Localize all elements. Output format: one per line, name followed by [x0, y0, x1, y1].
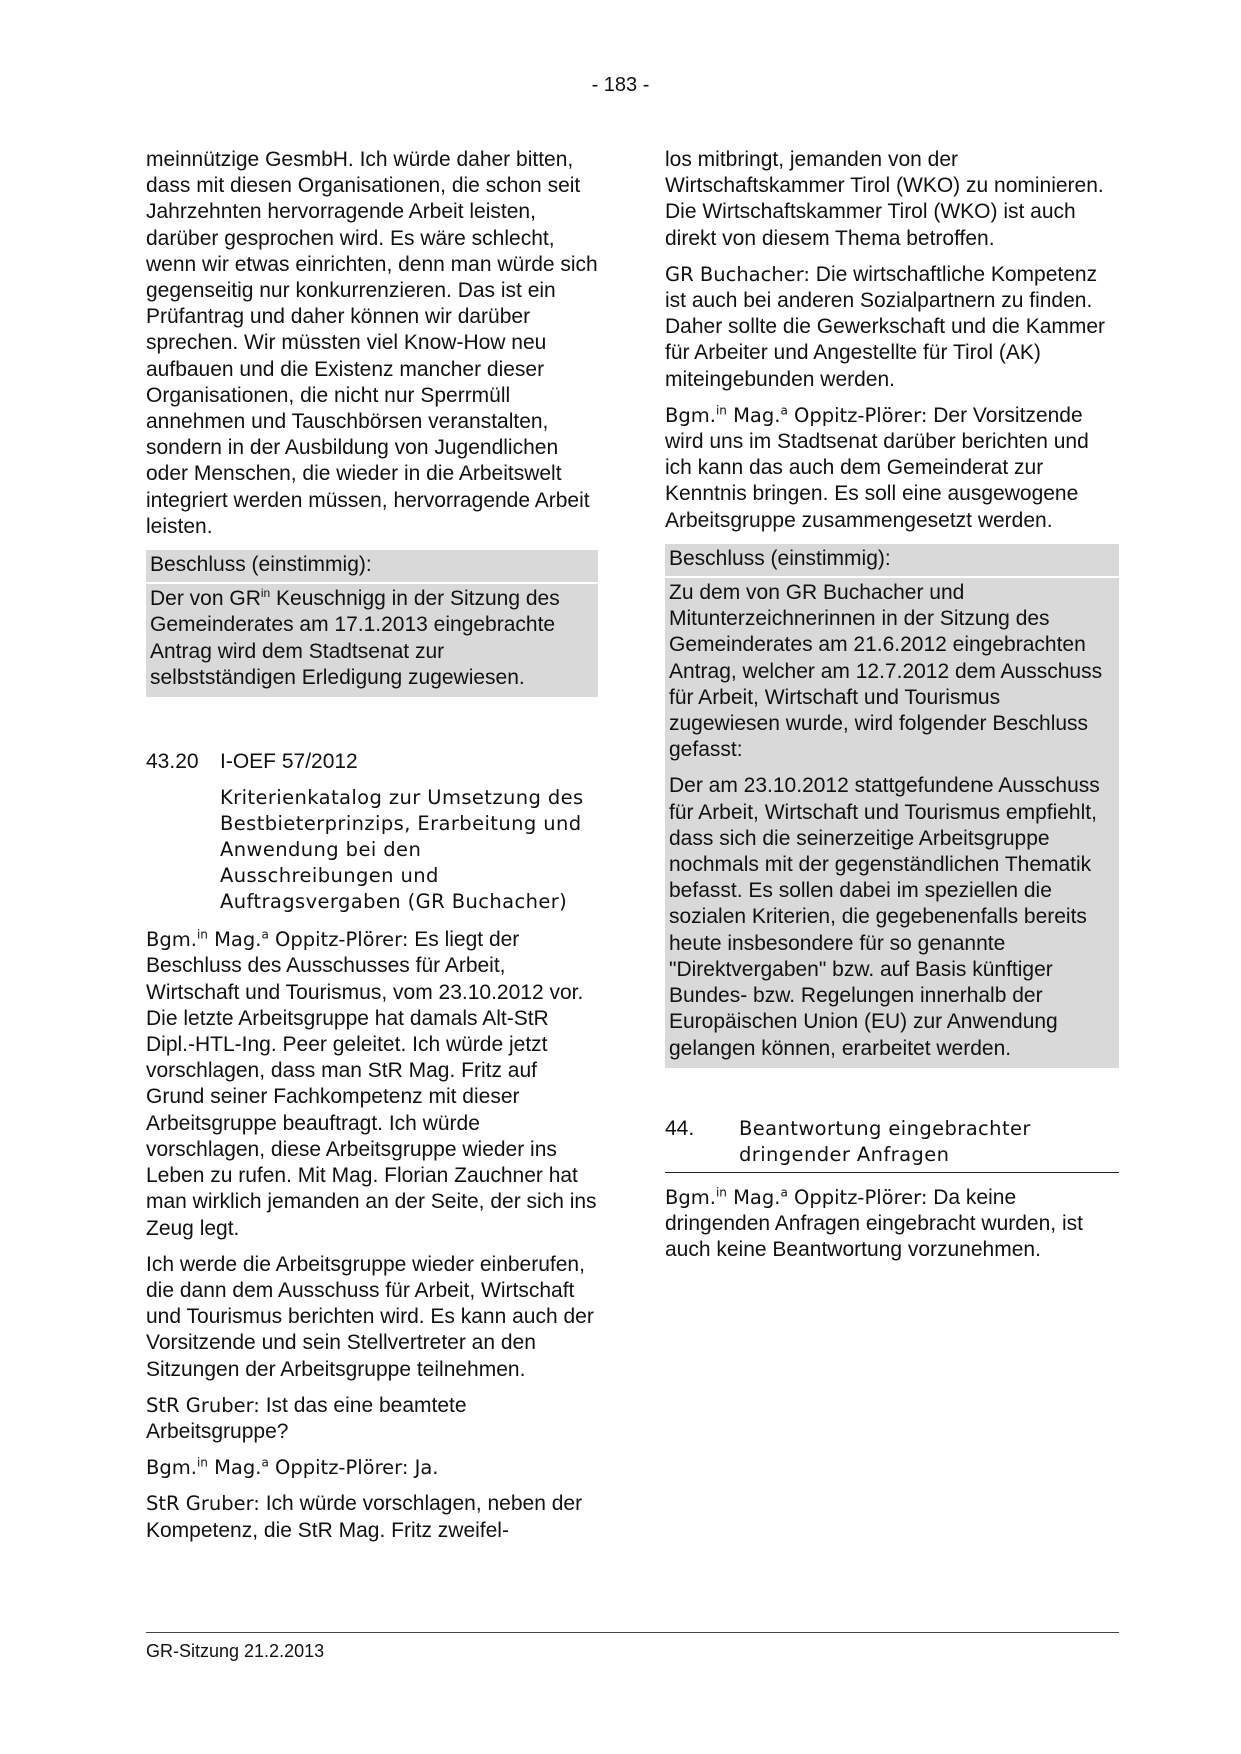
speaker: Bgm.$^{in}$ Mag.$^a$ Oppitz-Plörer: [146, 927, 409, 952]
item-title: Kriterienkatalog zur Umsetzung des Bestbieterprinzips, Erarbeitung und Anwendung bei den Ausschreibungen und Auftragsvergaben (GR Buchacher) [220, 786, 584, 914]
paragraph: meinnützige GesmbH. Ich würde daher bitten, dass mit diesen Organisationen, die schon seit Jahrzehnten hervorragende Arbeit leisten, darüber gesprochen wird. Es wäre schlecht, wenn wir etwas einrichten, denn man würde sich gegenseitig nur konkurrenzieren. Das ist ein Prüfantrag und daher können wir darüber sprechen. Wir müssten viel Know-How neu aufbauen und die Existenz mancher dieser Organisationen, die nicht nur Sperrmüll annehmen und Tauschbörsen veranstalten, sondern in der Ausbildung von Jugendlichen oder Menschen, die wieder in die Arbeitswelt integriert werden müssen, hervorragende Arbeit leisten. [146, 148, 598, 538]
item-title: Beantwortung eingebrachter dringender Anfragen [739, 1116, 1031, 1166]
paragraph: Ich werde die Arbeitsgruppe wieder einberufen, die dann dem Ausschuss für Arbeit, Wirtschaft und Tourismus berichten wird. Es kann auch der Vorsitzende und sein Stellvertreter an den Sitzungen der Arbeitsgruppe teilnehmen. [146, 1252, 594, 1381]
left-column [146, 147, 598, 1554]
item-reference: I-OEF 57/2012 [220, 750, 358, 774]
paragraph: StR Gruber: Ich würde vorschlagen, neben der Kompetenz, die StR Mag. Fritz zweifel- [146, 1492, 583, 1542]
decision-text: Der von $GR^{in}$ Keuschnigg in der Sitzung des Gemeinderates am 17.1.2013 eingebrachte Antrag wird dem Stadtsenat zur selbstständigen Erledigung zugewiesen. [150, 586, 560, 689]
decision-heading: Beschluss (einstimmig): [146, 550, 598, 582]
agenda-item-43-20 [146, 749, 598, 915]
decision-text: Zu dem von GR Buchacher und Mitunterzeichnerinnen in der Sitzung des Gemeinderates am 21.6.2012 eingebrachten Antrag, welcher am 12.7.2012 dem Ausschuss für Arbeit, Wirtschaft und Tourismus zugewiesen wurde, wird folgender Beschluss gefasst: [669, 581, 1103, 762]
paragraph: Bgm.$^{in}$ Mag.$^a$ Oppitz-Plörer: Ja. [146, 1455, 439, 1480]
item-number: 43.20 [146, 750, 199, 774]
item-number: 44. [665, 1116, 695, 1140]
paragraph: Bgm.$^{in}$ Mag.$^a$ Oppitz-Plörer: Der Vorsitzende wird uns im Stadtsenat darüber berichten und ich kann das auch dem Gemeinderat zur Kenntnis bringen. Es soll eine ausgewogene Arbeitsgruppe zusammengesetzt werden. [665, 403, 1089, 532]
speaker: Bgm.$^{in}$ Mag.$^a$ Oppitz-Plörer: [665, 403, 928, 427]
agenda-item-44 [665, 1116, 1119, 1173]
speaker: Bgm.$^{in}$ Mag.$^a$ Oppitz-Plörer: [146, 1455, 409, 1480]
decision-heading: Beschluss (einstimmig): [665, 544, 1119, 576]
footer-divider [146, 1632, 1119, 1633]
decision-text: Der am 23.10.2012 stattgefundene Ausschuss für Arbeit, Wirtschaft und Tourismus empfiehlt, dass sich die seinerzeitige Arbeitsgruppe nochmals mit der gegenständlichen Thematik befasst. Es sollen dabei im speziellen die sozialen Kriterien, die gegebenenfalls bereits heute insbesondere für so genannte "Direktvergaben" bzw. auf Basis künftiger Bundes- bzw. Regelungen innerhalb der Europäischen Union (EU) zur Anwendung gelangen können, erarbeitet werden. [669, 774, 1100, 1060]
paragraph: Bgm.$^{in}$ Mag.$^a$ Oppitz-Plörer: Es liegt der Beschluss des Ausschusses für Arbeit, Wirtschaft und Tourismus, vom 23.10.2012 vor. Die letzte Arbeitsgruppe hat damals Alt-StR Dipl.-HTL-Ing. Peer geleitet. Ich würde jetzt vorschlagen, dass man StR Mag. Fritz auf Grund seiner Fachkompetenz mit dieser Arbeitsgruppe beauftragt. Ich würde vorschlagen, diese Arbeitsgruppe wieder ins Leben zu rufen. Mit Mag. Florian Zauchner hat man wirklich jemanden an der Seite, der sich ins Zeug legt. [146, 927, 597, 1240]
speaker: Bgm.$^{in}$ Mag.$^a$ Oppitz-Plörer: [665, 1185, 928, 1209]
speaker: StR Gruber: [146, 1492, 260, 1516]
decision-box [146, 584, 598, 697]
page-number: - 183 - [591, 74, 650, 96]
speaker: StR Gruber: [146, 1393, 260, 1417]
speaker: GR Buchacher: [665, 262, 810, 286]
paragraph: GR Buchacher: Die wirtschaftliche Kompetenz ist auch bei anderen Sozialpartnern zu finden. Daher sollte die Gewerkschaft und die Kammer für Arbeiter und Angestellte für Tirol (AK) miteingebunden werden. [665, 262, 1106, 391]
decision-box [665, 578, 1119, 1068]
footer: GR-Sitzung 21.2.2013 [146, 1641, 325, 1661]
paragraph: StR Gruber: Ist das eine beamtete Arbeitsgruppe? [146, 1393, 467, 1443]
paragraph: Bgm.$^{in}$ Mag.$^a$ Oppitz-Plörer: Da keine dringenden Anfragen eingebracht wurden, ist auch keine Beantwortung vorzunehmen. [665, 1185, 1083, 1262]
paragraph: los mitbringt, jemanden von der Wirtschaftskammer Tirol (WKO) zu nominieren. Die Wirtschaftskammer Tirol (WKO) ist auch direkt von diesem Thema betroffen. [665, 148, 1104, 250]
right-column [665, 147, 1119, 1273]
